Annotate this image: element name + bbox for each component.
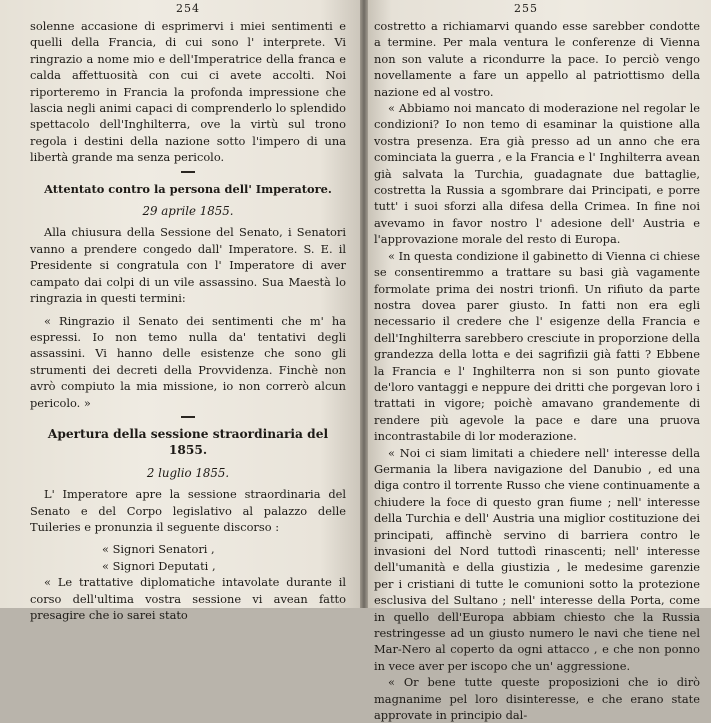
- page-number: 254: [176, 2, 200, 15]
- section-heading: Attentato contro la persona dell' Imperatore.: [44, 181, 332, 196]
- page-number: 255: [514, 2, 538, 15]
- salutation: « Signori Deputati ,: [102, 558, 216, 573]
- right-page: [364, 0, 711, 723]
- left-page: [0, 0, 364, 622]
- section-date: 29 aprile 1855.: [142, 204, 234, 219]
- paragraph: solenne accasione di esprimervi i miei sentimenti e quelli della Francia, di cui sono l' interprete. Vi ringrazio a nome mio e dell'Imperatrice della franca e calda affettuosità con cui ci avete accolti. Noi riporteremo in Francia la profonda impressione che lascia negli animi capaci di comprenderlo lo splendido spettacolo dell'Inghilterra, ove la virtù sul trono regola i destini della nazione sotto l'impero di una libertà grande ma senza pericolo.: [30, 19, 346, 165]
- paragraph: « Noi ci siam limitati a chiedere nell' interesse della Germania la libera navigazione del Danubio , ed una diga contro il torrente Russo che viene continuamente a chiudere la foce di questo gran fiume ; nell' interesse della Turchia e dell' Austria una miglior costituzione dei principati, affinchè servino di barriera contro le invasioni del Nord tuttodì rinascenti; nell' interesse dell'umanità e della giustizia , le medesime garenzie per i cristiani di tutte le comunioni sotto la protezione esclusiva del Sultano ; nell' interesse della Porta, come in quello dell'Europa abbiam chiesto che la Russia restringesse ad un giusto numero le navi che tiene nel Mar-Nero al coperto da ogni attacco , e che non ponno in vece aver per iscopo che un' aggressione.: [374, 445, 700, 673]
- paragraph: « Abbiamo noi mancato di moderazione nel regolar le condizioni? Io non temo di esaminar la quistione alla vostra presenza. Era già presso ad un anno che era cominciata la guerra , e la Francia e l' Inghilterra avean già salvata la Turchia, guadagnate due battaglie, costretta la Russia a sgombrare dai Principati, e porre tutt' i suoi sforzi alla difesa della Crimea. In fine noi avevamo in favor nostro l' adesione dell' Austria e l'approvazione morale del resto di Europa.: [374, 101, 700, 247]
- salutation: « Signori Senatori ,: [102, 542, 215, 557]
- paragraph: « In questa condizione il gabinetto di Vienna ci chiese se consentiremmo a trattare su basi già vagamente formolate prima dei nostri trionfi. Un rifiuto da parte nostra dovea parer giusto. In fatti non era egli necessario il credere che l' esigenze della Francia e dell'Inghilterra sarebbero cresciute in proporzione della grandezza della lotta e dei sagrifizii già fatti ? Ebbene la Francia e l' Inghilterra non si son punto giovate de'loro vantaggi e neppure dei dritti che porgevan loro i trattati in vigore; poichè amavano grandemente di rendere più agevole la pace e dare una pruova incontrastabile di lor moderazione.: [374, 248, 700, 444]
- section-heading: Apertura della sessione straordinaria del 1855.: [47, 426, 329, 458]
- section-divider: [181, 171, 195, 173]
- page-text: [30, 18, 346, 623]
- book-gutter: [360, 0, 368, 608]
- paragraph: costretto a richiamarvi quando esse sarebber condotte a termine. Per mala ventura le conferenze di Vienna non son valute a ricondurre la pace. Io perciò vengo novellamente a fare un appello al patriottismo della nazione ed al vostro.: [374, 19, 700, 99]
- paragraph: L' Imperatore apre la sessione straordinaria del Senato e del Corpo legislativo al palazzo delle Tuileries e pronunzia il seguente discorso :: [30, 487, 346, 534]
- section-divider: [181, 416, 195, 418]
- paragraph: « Le trattative diplomatiche intavolate durante il corso dell'ultima vostra sessione vi avean fatto presagire che io sarei stato: [30, 575, 346, 622]
- page-text: [374, 18, 700, 723]
- paragraph: « Or bene tutte queste proposizioni che io dirò magnanime pel loro disinteresse, e che erano state approvate in principio dal-: [374, 675, 700, 723]
- paragraph: Alla chiusura della Sessione del Senato, i Senatori vanno a prendere congedo dall' Imperatore. S. E. il Presidente si congratula con l' Imperatore di aver campato dai colpi di un vile assassino. Sua Maestà lo ringrazia in questi termini:: [30, 225, 346, 306]
- quote-paragraph: « Ringrazio il Senato dei sentimenti che m' ha espressi. Io non temo nulla da' tentativi degli assassini. Vi hanno delle esistenze che sono gli strumenti dei decreti della Provvidenza. Finchè non avrò compiuto la mia missione, io non correrò alcun pericolo. »: [30, 313, 346, 410]
- section-date: 2 luglio 1855.: [146, 465, 230, 480]
